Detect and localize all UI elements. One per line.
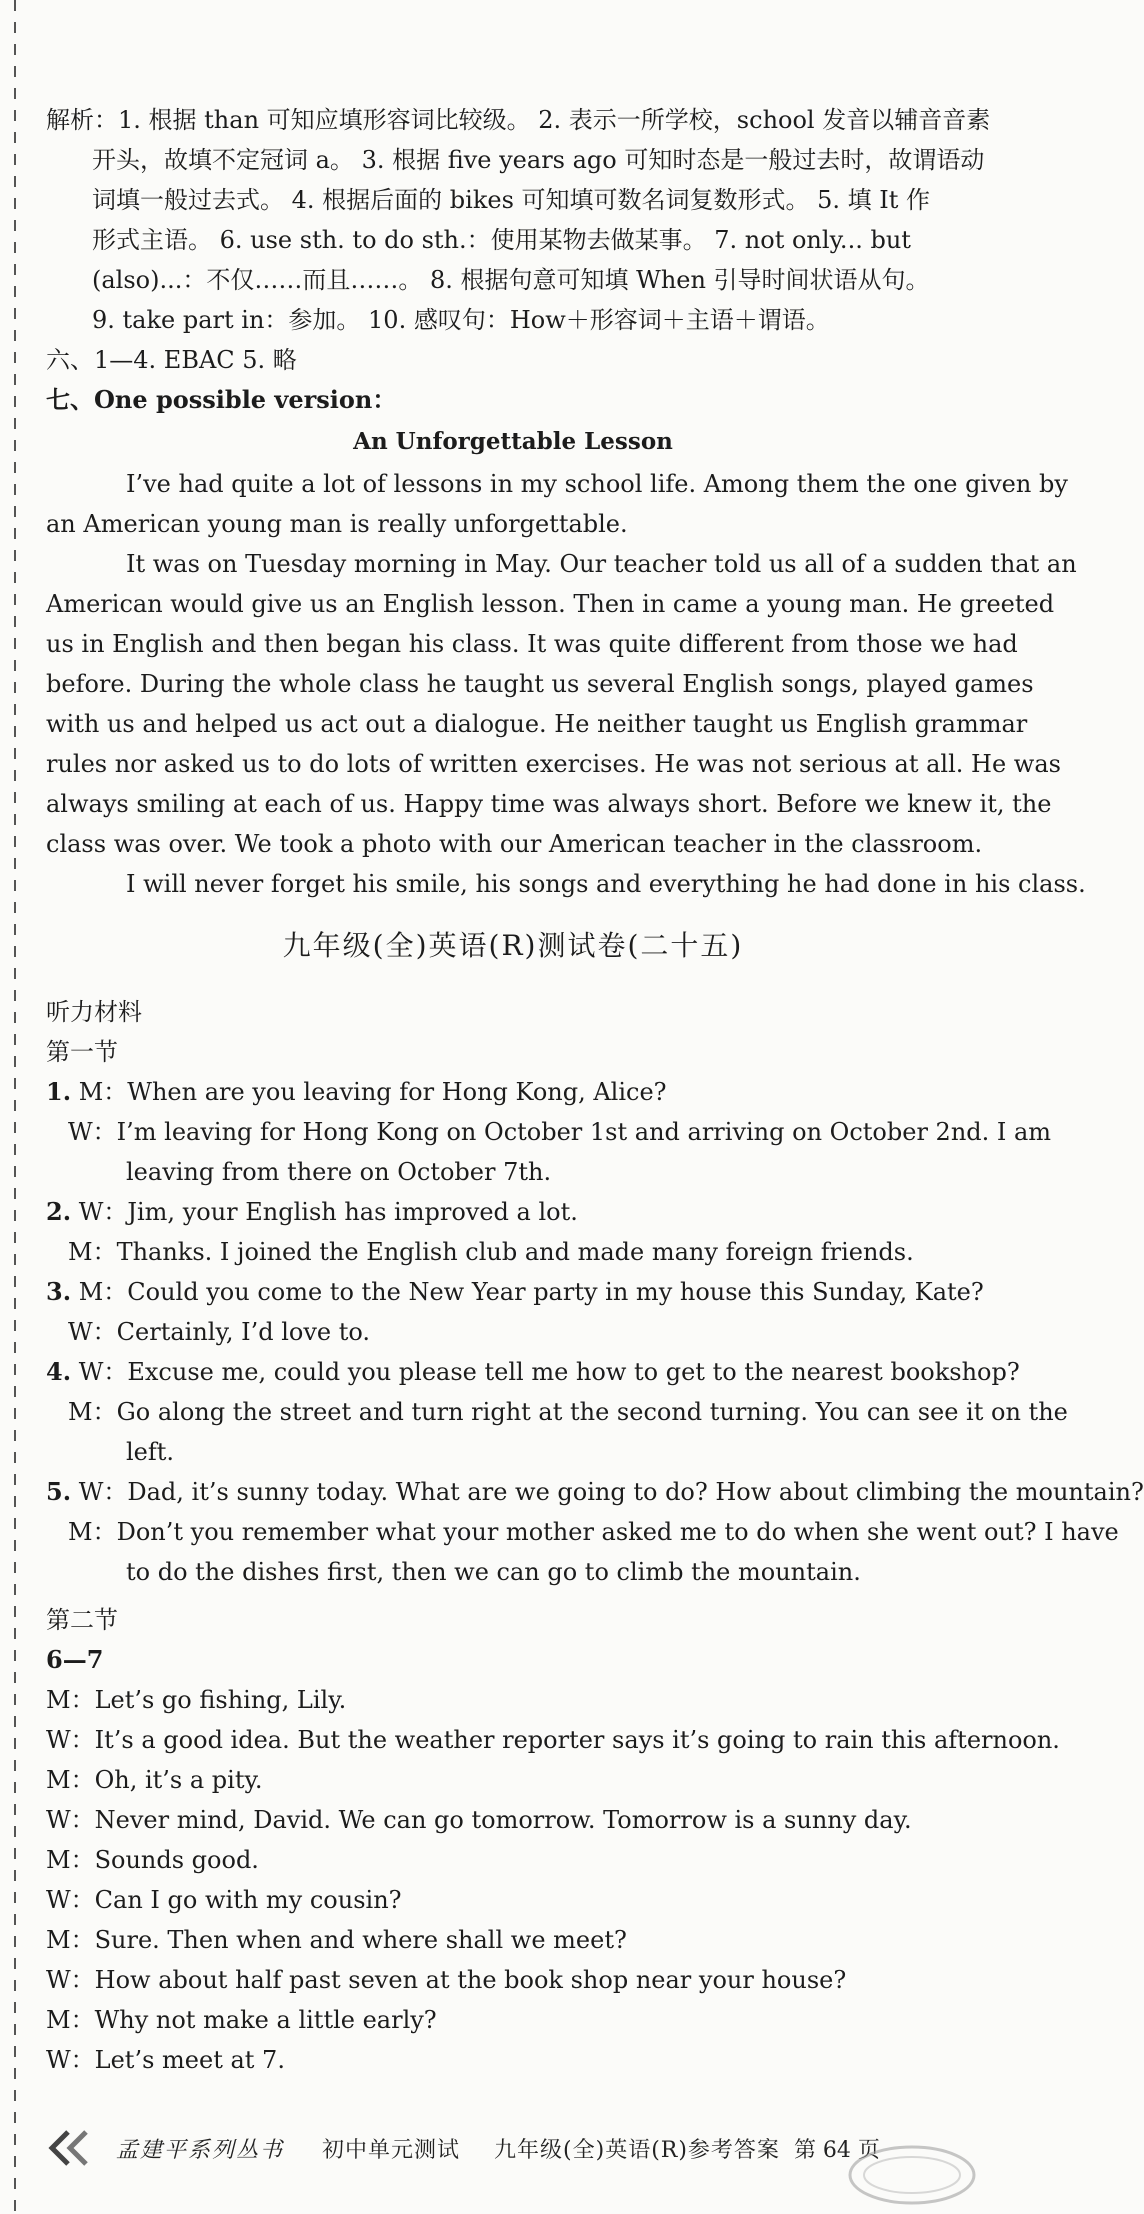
question-range: 6—7 <box>46 1645 104 1674</box>
dialog-number: 4. <box>46 1357 72 1386</box>
essay-body <box>46 464 1086 904</box>
dialog-line: M：Oh, it’s a pity. <box>46 1766 263 1794</box>
analysis-line: 开头，故填不定冠词 a。 3. 根据 five years ago 可知时态是一般过去时，故谓语动 <box>92 146 985 174</box>
dialog-line <box>46 1112 1052 1152</box>
utterance: I’m leaving for Hong Kong on October 1st and arriving on October 2nd. I am <box>116 1118 1052 1146</box>
speaker: W： <box>68 1318 117 1346</box>
test-title: 九年级(全)英语(R)测试卷(二十五) <box>282 929 744 962</box>
utterance: Dad, it’s sunny today. What are we going to do? How about climbing the mountain? <box>127 1478 1144 1506</box>
essay-line: always smiling at each of us. Happy time was always short. Before we knew it, the <box>46 790 1052 818</box>
analysis-line: 形式主语。 6. use sth. to do sth.：使用某物去做某事。 7. not only... but <box>92 226 911 254</box>
utterance-continued: to do the dishes first, then we can go to climb the mountain. <box>126 1558 861 1586</box>
essay-line: rules nor asked us to do lots of written exercises. He was not serious at all. He was <box>46 750 1061 778</box>
dialog-line <box>46 1392 1068 1432</box>
utterance: Go along the street and turn right at the second turning. You can see it on the <box>116 1398 1068 1426</box>
book-name: 初中单元测试 <box>322 2137 461 2163</box>
dialog-line <box>46 1192 980 1232</box>
speaker: M： <box>78 1078 128 1106</box>
essay-line: I will never forget his smile, his songs and everything he had done in his class. <box>126 870 1086 898</box>
section2-heading: 第二节 <box>46 1606 118 1634</box>
utterance-continued: left. <box>126 1438 175 1466</box>
dialog-number: 2. <box>46 1197 72 1226</box>
dialog-number: 3. <box>46 1277 72 1306</box>
dialog-line: W：Can I go with my cousin? <box>46 1886 402 1914</box>
speaker: W： <box>78 1478 128 1506</box>
utterance-continued: leaving from there on October 7th. <box>126 1158 552 1186</box>
utterance: Don’t you remember what your mother asked me to do when she went out? I have <box>116 1518 1119 1546</box>
analysis-line: 解析：1. 根据 than 可知应填形容词比较级。 2. 表示一所学校，school 发音以辅音音素 <box>46 106 991 134</box>
listening-dialogs <box>46 1072 1144 1592</box>
section1-heading: 第一节 <box>46 1038 118 1066</box>
dialog-line: W：Let’s meet at 7. <box>46 2046 285 2074</box>
dialog-line <box>46 1512 1119 1552</box>
dialog-line <box>46 1352 1020 1392</box>
speaker: W： <box>78 1198 128 1226</box>
series-name: 孟建平系列丛书 <box>116 2137 285 2163</box>
dialog-line <box>46 1072 980 1112</box>
essay-line: before. During the whole class he taught us several English songs, played games <box>46 670 1034 698</box>
analysis-line: 词填一般过去式。 4. 根据后面的 bikes 可知填可数名词复数形式。 5. 填 It 作 <box>92 186 931 214</box>
part6-answers: 六、1—4. EBAC 5. 略 <box>46 346 297 374</box>
speaker: W： <box>78 1358 128 1386</box>
essay-line: class was over. We took a photo with our American teacher in the classroom. <box>46 830 983 858</box>
speaker: M： <box>68 1238 117 1266</box>
essay-line: an American young man is really unforgettable. <box>46 510 628 538</box>
dialog-line: M：Why not make a little early? <box>46 2006 437 2034</box>
essay-line: It was on Tuesday morning in May. Our teacher told us all of a sudden that an <box>126 550 1077 578</box>
binding-cut-line <box>8 0 22 2214</box>
utterance: Jim, your English has improved a lot. <box>127 1198 578 1226</box>
dialog-6-7 <box>46 1680 1060 2080</box>
dialog-number: 5. <box>46 1477 72 1506</box>
analysis-line: (also)...：不仅……而且……。 8. 根据句意可知填 When 引导时间状语从句。 <box>92 266 930 294</box>
dialog-number: 1. <box>46 1077 72 1106</box>
dialog-line <box>46 1232 980 1272</box>
dialog-line <box>46 1312 980 1352</box>
analysis-block <box>46 100 991 340</box>
page-number: 第 64 页 <box>793 2137 880 2163</box>
utterance: Excuse me, could you please tell me how to get to the nearest bookshop? <box>127 1358 1020 1386</box>
speaker: M： <box>78 1278 128 1306</box>
speaker: W： <box>68 1118 117 1146</box>
dialog-line: M：Let’s go fishing, Lily. <box>46 1686 347 1714</box>
answer-page <box>46 100 1144 2080</box>
dialog-line: M：Sure. Then when and where shall we meet? <box>46 1926 627 1954</box>
answer-key-label: 九年级(全)英语(R)参考答案 <box>494 2137 780 2163</box>
dialog-line: W：Never mind, David. We can go tomorrow. Tomorrow is a sunny day. <box>46 1806 912 1834</box>
utterance: When are you leaving for Hong Kong, Alice? <box>127 1078 667 1106</box>
page-footer <box>46 2120 980 2176</box>
speaker: M： <box>68 1398 117 1426</box>
dialog-line: W：It’s a good idea. But the weather reporter says it’s going to rain this afternoon. <box>46 1726 1060 1754</box>
utterance: Thanks. I joined the English club and made many foreign friends. <box>116 1238 914 1266</box>
analysis-line: 9. take part in：参加。 10. 感叹句：How＋形容词＋主语＋谓语。 <box>92 306 830 334</box>
essay-title: An Unforgettable Lesson <box>353 428 673 455</box>
utterance: Could you come to the New Year party in my house this Sunday, Kate? <box>127 1278 984 1306</box>
essay-line: us in English and then began his class. It was quite different from those we had <box>46 630 1018 658</box>
utterance: Certainly, I’d love to. <box>116 1318 371 1346</box>
essay-line: with us and helped us act out a dialogue. He neither taught us English grammar <box>46 710 1028 738</box>
essay-line: I’ve had quite a lot of lessons in my school life. Among them the one given by <box>126 470 1068 498</box>
watermark-stamp-icon <box>842 2140 982 2210</box>
part7-heading: 七、One possible version： <box>46 385 397 414</box>
essay-line: American would give us an English lesson. Then in came a young man. He greeted <box>46 590 1055 618</box>
dialog-line <box>46 1272 984 1312</box>
double-chevron-left-icon <box>46 2128 96 2168</box>
dialog-line: W：How about half past seven at the book shop near your house? <box>46 1966 847 1994</box>
dialog-line <box>46 1472 1144 1512</box>
speaker: M： <box>68 1518 117 1546</box>
listening-heading: 听力材料 <box>46 998 142 1026</box>
dialog-line: M：Sounds good. <box>46 1846 259 1874</box>
